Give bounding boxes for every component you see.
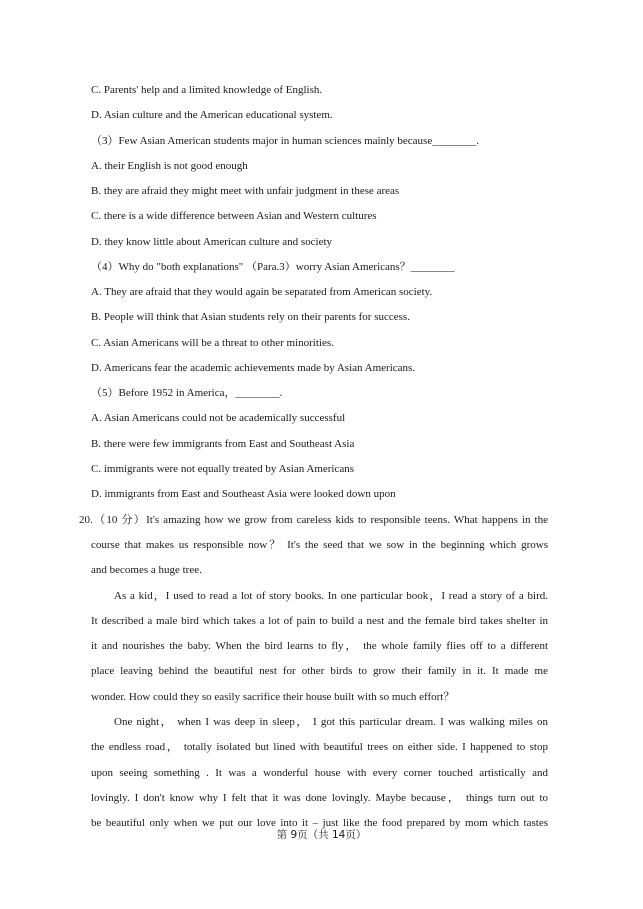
q20-passage-line: lovingly. I don't know why I felt that it was done lovingly. Maybe because， things turn out to	[91, 792, 548, 804]
q19-3-option-c: C. there is a wide difference between Asian and Western cultures	[91, 210, 377, 222]
q19-4-option-c: C. Asian Americans will be a threat to other minorities.	[91, 337, 334, 349]
q20-passage-line: be beautiful only when we put our love into it – just like the food prepared by mom which tastes	[91, 817, 548, 829]
q20-passage-line: and becomes a huge tree.	[91, 564, 202, 576]
q19-5-option-c: C. immigrants were not equally treated by Asian Americans	[91, 463, 355, 475]
q20-passage-line: wonder. How could they so easily sacrifice their house built with so much effort？	[91, 691, 455, 703]
q19-5-stem: （5）Before 1952 in America，________.	[91, 387, 283, 399]
q20-passage-line: It described a male bird which takes a lot of pain to build a nest and the female bird takes shelter in	[91, 615, 548, 627]
q20-passage-line: upon seeing something . It was a wonderful house with every corner touched artistically and	[91, 767, 548, 779]
q19-4-option-a: A. They are afraid that they would again be separated from American society.	[91, 286, 433, 298]
q19-2-option-d: D. Asian culture and the American educational system.	[91, 109, 333, 121]
q19-4-option-d: D. Americans fear the academic achievements made by Asian Americans.	[91, 362, 416, 374]
q19-3-option-b: B. they are afraid they might meet with unfair judgment in these areas	[91, 185, 400, 197]
page-number-footer: 第 9页（共 14页）	[276, 829, 367, 841]
q19-5-option-b: B. there were few immigrants from East and Southeast Asia	[91, 438, 355, 450]
q20-passage-line: the endless road， totally isolated but lined with beautiful trees on either side. I happened to stop	[91, 741, 548, 753]
q19-4-stem: （4）Why do "both explanations" （Para.3）worry Asian Americans？________	[91, 261, 455, 273]
q20-passage-line: 20.（10 分）It's amazing how we grow from careless kids to responsible teens. What happens in the	[79, 514, 548, 526]
q19-3-option-d: D. they know little about American culture and society	[91, 236, 333, 248]
q19-5-option-a: A. Asian Americans could not be academically successful	[91, 412, 346, 424]
q20-passage-line: One night， when I was deep in sleep， I got this particular dream. I was walking miles on	[114, 716, 548, 728]
q19-5-option-d: D. immigrants from East and Southeast Asia were looked down upon	[91, 488, 396, 500]
q19-2-option-c: C. Parents' help and a limited knowledge of English.	[91, 84, 323, 96]
q20-passage-line: it and nourishes the baby. When the bird learns to fly， the whole family flies off to a different	[91, 640, 548, 652]
q20-passage-line: course that makes us responsible now？ It's the seed that we sow in the beginning which grows	[91, 539, 548, 551]
q19-3-stem: （3）Few Asian American students major in human sciences mainly because________.	[91, 135, 479, 147]
q19-3-option-a: A. their English is not good enough	[91, 160, 248, 172]
q20-passage-line: As a kid，I used to read a lot of story books. In one particular book，I read a story of a bird.	[114, 590, 548, 602]
q20-passage-line: place leaving behind the beautiful nest for other birds to grow their family in it. It made me	[91, 665, 548, 677]
q19-4-option-b: B. People will think that Asian students rely on their parents for success.	[91, 311, 410, 323]
